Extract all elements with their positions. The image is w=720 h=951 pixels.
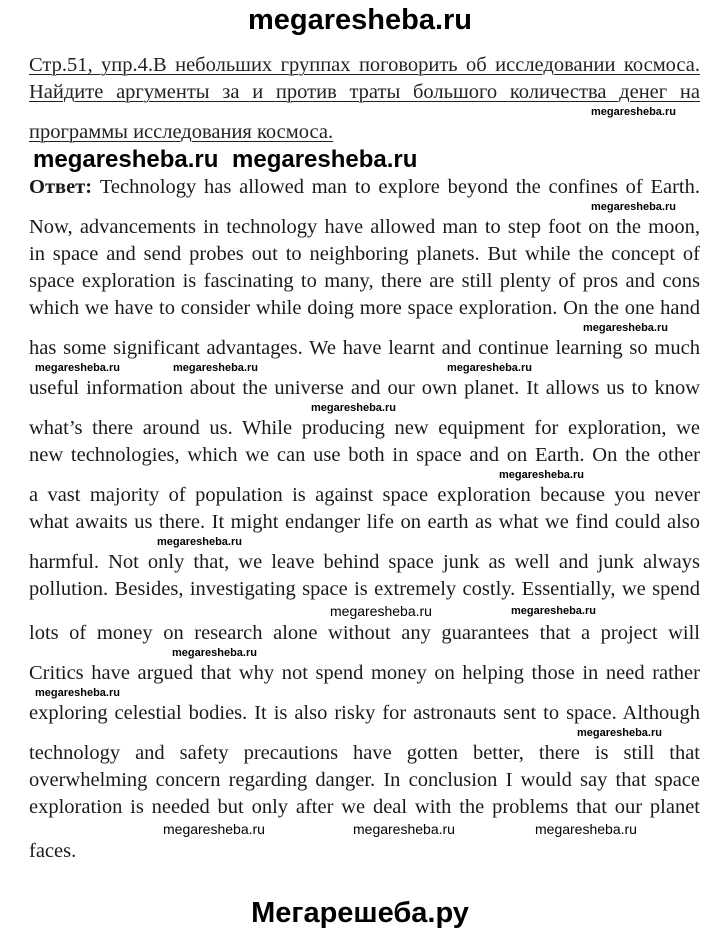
watermark-row: [29, 362, 700, 375]
answer-line: which we have to consider while doing more space exploration. On the one hand: [29, 297, 700, 319]
footer-site-logo: Мегарешеба.ру: [251, 897, 469, 929]
watermark-row: [29, 469, 700, 482]
watermark: megaresheba.ru: [173, 362, 258, 374]
answer-line: in space and send probes out to neighboring planets. But while the concept of: [29, 243, 700, 265]
task-line: программы исследования космоса.: [29, 121, 334, 143]
answer-label: Ответ:: [29, 176, 93, 198]
watermark: megaresheba.ru: [353, 821, 455, 837]
answer-line: has some significant advantages. We have learnt and continue learning so much: [29, 337, 700, 359]
answer-line: faces.: [29, 840, 77, 862]
answer-line: what awaits us there. It might endanger life on earth as what we find could also: [29, 511, 700, 533]
watermark: megaresheba.ru: [232, 146, 418, 173]
answer-line: overwhelming concern regarding danger. In conclusion I would say that space: [29, 769, 700, 791]
watermark: megaresheba.ru: [311, 402, 396, 414]
watermark: megaresheba.ru: [33, 146, 219, 173]
watermark-row: [29, 603, 700, 620]
document-body: [29, 52, 700, 865]
answer-line: useful information about the universe and our own planet. It allows us to know: [29, 377, 700, 399]
answer-line: new technologies, which we can use both in space and on Earth. On the other: [29, 444, 700, 466]
watermark: megaresheba.ru: [35, 362, 120, 374]
watermark: megaresheba.ru: [583, 322, 668, 334]
answer-first-line: [29, 174, 700, 201]
answer-line: technology and safety precautions have gotten better, there is still that: [29, 742, 700, 764]
answer-line: space exploration is fascinating to many, there are still plenty of pros and cons: [29, 270, 700, 292]
watermark: megaresheba.ru: [157, 536, 242, 548]
watermark-row: [29, 647, 700, 660]
watermark-row: [29, 536, 700, 549]
answer-line: exploration is needed but only after we deal with the problems that our planet: [29, 796, 700, 818]
watermark-row: [29, 106, 700, 119]
answer-text: Technology has allowed man to explore beyond the confines of Earth.: [92, 176, 700, 198]
header-site-logo: megaresheba.ru: [247, 4, 473, 36]
watermark: megaresheba.ru: [591, 201, 676, 213]
answer-line: harmful. Not only that, we leave behind space junk as well and junk always: [29, 551, 700, 573]
answer-line: what’s there around us. While producing new equipment for exploration, we: [29, 417, 700, 439]
watermark: megaresheba.ru: [577, 727, 662, 739]
watermark: megaresheba.ru: [499, 469, 584, 481]
answer-line: Now, advancements in technology have allowed man to step foot on the moon,: [29, 216, 700, 238]
watermark: megaresheba.ru: [163, 821, 265, 837]
watermark: megaresheba.ru: [172, 647, 257, 659]
watermark: megaresheba.ru: [535, 821, 637, 837]
task-line: Найдите аргументы за и против траты большого количества денег на: [29, 81, 700, 103]
watermark: megaresheba.ru: [591, 106, 676, 118]
watermark: megaresheba.ru: [447, 362, 532, 374]
answer-line: exploring celestial bodies. It is also risky for astronauts sent to space. Although: [29, 702, 700, 724]
watermark: megaresheba.ru: [511, 605, 596, 617]
watermark-row: [29, 727, 700, 740]
watermark-row: [29, 687, 700, 700]
answer-line: lots of money on research alone without any guarantees that a project will: [29, 622, 700, 644]
watermark-row: [29, 322, 700, 335]
watermark-row: [29, 201, 700, 214]
answer-line: pollution. Besides, investigating space is extremely costly. Essentially, we spend: [29, 578, 700, 600]
answer-line: Critics have argued that why not spend money on helping those in need rather: [29, 662, 700, 684]
watermark-row: [29, 821, 700, 838]
watermark-row: [29, 146, 700, 174]
answer-line: a vast majority of population is against space exploration because you never: [29, 484, 700, 506]
watermark-row: [29, 402, 700, 415]
task-line: Стр.51, упр.4.В небольших группах поговорить об исследовании космоса.: [29, 54, 700, 76]
watermark: megaresheba.ru: [330, 603, 432, 619]
watermark: megaresheba.ru: [35, 687, 120, 699]
